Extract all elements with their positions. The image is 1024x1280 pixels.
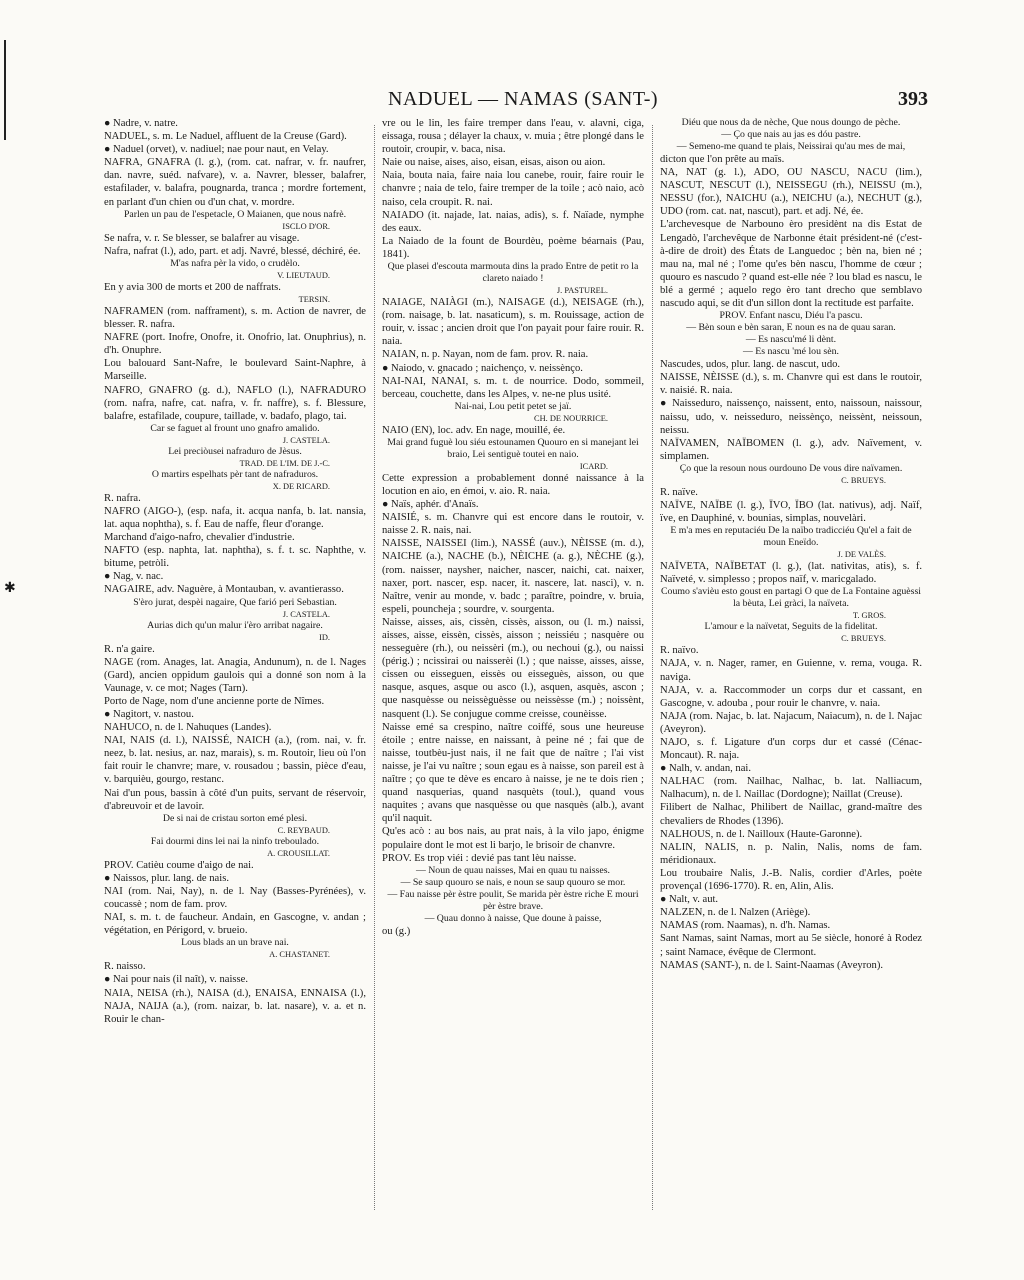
margin-mark: ✱ [4,581,16,596]
entry-paragraph: ● Nalh, v. andan, nai. [660,763,752,775]
attribution: C. REYBAUD. [277,825,330,835]
entry-paragraph: Sant Namas, saint Namas, mort au 5e siècle, honoré à Rodez ; saint Namace, évêque de Clermont. [660,933,922,958]
entry-paragraph: Qu'es acò : au bos nais, au prat nais, à la vilo japo, énigme populaire dont le mot est li barjo, le brisoir de chanvre. [382,826,644,851]
entry-paragraph: Se nafra, v. r. Se blesser, se balafrer au visage. [104,232,300,244]
attribution: J. PASTUREL. [556,286,608,296]
entry-paragraph: ● Naïs, aphér. d'Anaïs. [382,499,479,511]
entry-paragraph: NAJO, s. f. Ligature d'un corps dur et cassé (Cénac-Moncaut). R. naja. [660,737,922,762]
entry-paragraph: R. naisso. [104,961,146,973]
quotation: Diéu que nous da de nèche, Que nous doungo de pèche. [681,117,901,128]
entry-paragraph: Naia, bouta naia, faire naia lou canebe, rouir, faire rouir le chanvre ; naia de telo, faire tremper de la toile ; acò naio, acò naiso, cela croupit. R. nai. [382,170,644,208]
entry-paragraph: NALIN, NALIS, n. p. Nalin, Nalis, noms de fam. méridionaux. [660,841,922,866]
entry-paragraph: NALZEN, n. de l. Nalzen (Ariège). [660,907,811,919]
entry-paragraph: NAIAN, n. p. Nayan, nom de fam. prov. R. naia. [382,349,589,361]
quotation: — Quau donno à naisse, Que doune à paisse, [424,912,602,924]
entry-paragraph: NAIAGE, NAIÀGI (m.), NAISAGE (d.), NEISAGE (rh.), (rom. naisage, b. lat. nasaticum), s. m. Rouissage, action de rouir, v. issac ; ancien droit que l'on payait pour faire rouir. R. naia. [382,297,644,348]
quotation: Mai grand fuguè lou siéu estounamen Quouro en si manejant lei braio, Lei sentiguè toutei en naio. [387,436,639,460]
quotation: — Semeno-me quand te plais, Neissirai qu'au mes de mai, [676,141,906,152]
entry-paragraph: ● Nai pour nais (il naît), v. naisse. [104,974,248,986]
entry-paragraph: ● Nadre, v. natre. [104,118,178,129]
entry-paragraph: Naisse emé sa crespino, naître coiffé, sous une heureuse étoile ; entre naisse, en naissant, à peine né ; fai que de naisse, toutbèu-just nais, il ne fait que de naître ; l'ai vist naisse, je l'ai vu naître ; soun egau es à naisse, son pareil est à naître ; ço que te dève es encaro à naisse, je ne te dois rien ; quand nasquerias, quand nasquèts (toul.), quand vous naquites ; avans que nasquèsse ou que nasquès (alb.), avant qu'il naquit. [382,721,644,825]
attribution: C. BRUEYS. [841,475,886,485]
entry-paragraph: Filibert de Nalhac, Philibert de Naillac, grand-maître des chevaliers de Rhodes (1396). [660,802,922,827]
attribution: TERSIN. [298,294,330,304]
entry-paragraph: ● Nagitort, v. nastou. [104,709,194,720]
quotation: Coumo s'avièu esto goust en partagi O que de La Fontaine aguèssi la bèuta, Lei gràci, la naïveta. [661,586,921,610]
attribution: ISCLO D'OR. [282,221,330,231]
entry-paragraph: NAFRO (AIGO-), (esp. nafa, it. acqua nanfa, b. lat. nansia, lat. aqua nophtha), s. f. Eau de naffe, fleur d'orange. [104,505,366,530]
entry-paragraph: NAFTO (esp. naphta, lat. naphtha), s. f. t. sc. Naphthe, v. bitume, petròli. [104,545,366,570]
quotation: S'èro jurat, despèi nagaire, Que farió peri Sebastian. [133,596,337,608]
quotation: E m'a mes en reputaciéu De la naïbo tradicciéu Qu'el a fait de moun Eneïdo. [670,525,912,549]
entry-paragraph: ou (g.) [382,925,411,937]
quotation: Lous blads an un brave nai. [181,937,289,949]
attribution: T. GROS. [852,611,886,621]
entry-paragraph: NAFRAMEN (rom. nafframent), s. m. Action de navrer, de blesser. R. nafra. [104,305,366,331]
entry-paragraph: NAFRA, GNAFRA (l. g.), (rom. cat. nafrar, v. fr. naufrer, dan. navre, suéd. nafvare), v. a. Navrer, blesser, balafrer, estafilader, v. balafra, pougnarda, tranca ; mordre fortement, en parlant d'un chien ou d'un chat, v. mordre. [104,157,366,208]
column-1 [104,117,366,1212]
quotation: — Se saup quouro se nais, e noun se saup quouro se mor. [400,876,626,888]
entry-paragraph: L'archevesque de Narbouno èro presidènt na dis Estat de Lengadò, l'archevêque de Narbonne était président-né (c'est-à-dire de droit) des États de Languedoc ; bèn na, bien né ; mau na, mal né ; l'ome qu'es bèn nascu, l'homme de cœur ; quouro es nascudo ? quand est-elle née ? lou blad es nascu, le blé a germé ; aquelo rego èro tant drecho que semblavo nascudo aqui, se dit d'un sillon dont la rectitude est parfaite. [660,219,922,310]
entry-paragraph: NALHAC (rom. Nailhac, Nalhac, b. lat. Nalliacum, Nalhacum), n. de l. Naillac (Dordogne); Naillat (Creuse). [660,776,922,801]
margin-rule [4,40,6,140]
entry-paragraph: PROV. Catièu coume d'aigo de nai. [104,859,254,871]
entry-paragraph: PROV. Es trop viéi : devié pas tant lèu naisse. [382,852,577,864]
entry-paragraph: Nascudes, udos, plur. lang. de nascut, udo. [660,359,841,371]
entry-paragraph: Naie ou naise, aises, aiso, eisan, eisas, aison ou aion. [382,157,606,169]
entry-paragraph: dicton que l'on prête au maïs. [660,154,785,165]
entry-paragraph: NAISIÉ, s. m. Chanvre qui est encore dans le routoir, v. naisse 2. R. nais, nai. [382,512,644,537]
attribution: ICARD. [579,461,608,471]
quotation: — Ço que nais au jas es dóu pastre. [721,129,861,140]
entry-paragraph: ● Naduel (orvet), v. nadiuel; nae pour naut, en Velay. [104,144,329,156]
attribution: A. CHASTANET. [269,950,330,960]
entry-paragraph: NAGAIRE, adv. Naguère, à Montauban, v. avantierasso. [104,584,344,596]
entry-paragraph: ● Nalt, v. aut. [660,894,719,906]
quotation: Lei preciòusei nafraduro de Jèsus. [168,445,302,457]
entry-paragraph: NAÏVETA, NAÏBETAT (l. g.), (lat. nativitas, atis), s. f. Naïveté, v. simplesso ; propos naïf, v. maricgalado. [660,561,922,586]
entry-paragraph: NA, NAT (g. l.), ADO, OU NASCU, NACU (lim.), NASCUT, NESCUT (l.), NEISSEGU (rh.), NEISSU (m.), NESSU (for.), NAICHU (a.), NEICHU (a.), NECHUT (g.), UDO (rom. cat. nat, nascut), part. et adj. Né, ée. [660,167,922,218]
attribution: J. DE VALÈS. [837,550,886,560]
entry-paragraph: R. naïve. [660,486,698,498]
entry-paragraph: Lou troubaire Nalis, J.-B. Nalis, cordier d'Arles, poète provençal (1696-1770). R. en, Alin, Alis. [660,867,922,893]
entry-paragraph: NAHUCO, n. de l. Nahuques (Landes). [104,722,272,734]
entry-paragraph: R. n'a gaire. [104,643,155,655]
quotation: Parlen un pau de l'espetacle, O Maianen, que nous nafrè. [123,208,347,220]
attribution: V. LIEUTAUD. [277,270,330,280]
column-3 [660,117,922,1212]
quotation: M'as nafra pèr la vido, o crudèlo. [170,257,300,269]
column-separator [374,125,376,1210]
entry-paragraph: NAI, s. m. t. de faucheur. Andain, en Gascogne, v. andan ; végétation, en Périgord, v. brueio. [104,912,366,937]
page-number: 393 [898,88,928,110]
quotation: — Noun de quau naisses, Mai en quau tu naisses. [415,864,610,876]
quotation: Fai dourmi dins lei nai la ninfo treboulado. [150,835,320,847]
running-head: NADUEL — NAMAS (SANT-) [388,88,659,110]
attribution: ID. [319,632,330,642]
attribution: A. CROUSILLAT. [267,848,330,858]
entry-paragraph: La Naiado de la fount de Bourdèu, poème béarnais (Pau, 1841). [382,235,644,260]
entry-paragraph: ● Naiodo, v. gnacado ; naichenço, v. neissènço. [382,362,583,374]
entry-paragraph: En y avia 300 de morts et 200 de naffrats. [104,281,281,293]
entry-paragraph: ● Naissos, plur. lang. de nais. [104,872,229,884]
entry-paragraph: NAIO (EN), loc. adv. En nage, mouillé, ée. [382,424,566,436]
attribution: C. BRUEYS. [841,634,886,644]
entry-paragraph: NAFRO, GNAFRO (g. d.), NAFLO (l.), NAFRADURO (rom. nafra, nafre, cat. nafra, v. fr. naffre), s. f. Blessure, balafre, estafilade, coupure, taillade, v. badafo, plago, tai. [104,384,366,422]
quotation: — Bèn soun e bèn saran, E noun es na de quau saran. [686,322,896,334]
entry-paragraph: ● Naisseduro, naissenço, naissent, ento, naissoun, naissour, naissu, udo, v. neisseduro, neissènço, neissènt, neissoun, neissu. [660,398,922,436]
quotation: De si nai de cristau sorton emé plesi. [162,812,308,824]
quotation: — Es nascu'mé li dènt. [745,334,837,346]
quotation: Car se faguet al frount uno gnafro amalido. [150,422,320,434]
entry-paragraph: NAFRE (port. Inofre, Onofre, it. Onofrio, lat. Onuphrius), n. d'h. Onuphre. [104,332,366,357]
quotation: Que plasei d'escouta marmouta dins la prado Entre de petit ro la clareto naiado ! [387,261,639,285]
attribution: J. CASTELA. [282,609,330,619]
entry-paragraph: Marchand d'aigo-nafro, chevalier d'industrie. [104,532,295,544]
attribution: TRAD. DE L'IM. DE J.-C. [239,458,330,468]
entry-paragraph: NAIADO (it. najade, lat. naias, adis), s. f. Naïade, nymphe des eaux. [382,209,644,234]
entry-paragraph: NALHOUS, n. de l. Nailloux (Haute-Garonne). [660,828,863,840]
entry-paragraph: NAI, NAIS (d. l.), NAISSÉ, NAICH (a.), (rom. nai, v. fr. neez, b. lat. nesius, ar. naz, marais), s. m. Routoir, lieu où l'on fait rouir le chanvre; mare, v. rousadou ; bassin, pièce d'eau, v. barquièu, gourgo, restanc. [104,735,366,786]
quotation: O martirs espelhats pèr tant de nafraduros. [151,468,319,480]
attribution: J. CASTELA. [282,435,330,445]
column-separator [652,125,654,1210]
entry-paragraph: Cette expression a probablement donné naissance à la locution en aio, en émoi, v. aio. R. naia. [382,472,644,497]
entry-paragraph: NAISSE, NÈISSE (d.), s. m. Chanvre qui est dans le routoir, v. naisié. R. naia. [660,372,922,397]
entry-paragraph: NAÏVAMEN, NAÏBOMEN (l. g.), adv. Naïvement, v. simplamen. [660,437,922,462]
quotation: Ço que la resoun nous ourdouno De vous dire naïvamen. [679,462,903,474]
entry-paragraph: Nafra, nafrat (l.), ado, part. et adj. Navré, blessé, déchiré, ée. [104,245,361,257]
entry-paragraph: ● Nag, v. nac. [104,571,164,583]
attribution: CH. DE NOURRICE. [534,413,608,423]
entry-paragraph: R. nafra. [104,492,141,504]
quotation: PROV. Enfant nascu, Diéu l'a pascu. [719,310,863,322]
entry-paragraph: Lou balouard Sant-Nafre, le boulevard Saint-Naphre, à Marseille. [104,358,366,383]
entry-paragraph: NAI-NAI, NANAI, s. m. t. de nourrice. Dodo, sommeil, berceau, couchette, dans les Alpes, v. ne-ne plus usité. [382,375,644,400]
attribution: X. DE RICARD. [272,481,330,491]
entry-paragraph: NAMAS (SANT-), n. de l. Saint-Naamas (Aveyron). [660,959,884,971]
quotation: — Es nascu 'mé lou sèn. [743,346,839,358]
entry-paragraph: NAISSE, NAISSEI (lim.), NASSÉ (auv.), NÈISSE (m. d.), NAICHE (a.), NACHE (b.), NÈICHE (a. g.), NÈCHE (g.), (rom. naisser, naysher, naicher, nascer, naichi, cat. naixer, naxer, port. nascer, esp. nacer, it. nascere, lat. nasci), v. n. Naître, venir au monde, v. badc ; paraître, poindre, v. bruia, espeli, pouncheja ; sourdre, v. sourgenta. [382,538,644,615]
entry-paragraph: Naisse, aisses, ais, cissèn, cissès, aisson, ou (l. m.) naissi, aisses, aisse, eissèn, cissès, aisson ; neissiéu ; nasquère ou nesseguère (rh.), ou neissèri (m.), ou nechoui (g.), ou naissi (périg.) ; ncissirai ou naisserèi (l.) ; que naisse, aisses, aisse, cissen ou eisseguen, eissès ou eisseguès, aisson, ou que nasque, asques, asque ou asco (l.), asquen, asquès, ascon ; que nasquèsse ou neissèguèsse ou neissèsse (m.) ; noissènt, nasquent (l.). Se conjugue comme creisse, counèisse. [382,616,644,720]
column-2 [382,117,644,1212]
entry-paragraph: NAI (rom. Nai, Nay), n. de l. Nay (Basses-Pyrénées), v. coucassè ; nom de fam. prov. [104,885,366,911]
entry-paragraph: R. naïvo. [660,645,699,657]
entry-paragraph: NAGE (rom. Anages, lat. Anagia, Andunum), n. de l. Nages (Gard), ancien oppidum gaulois qui a donné son nom à la Vaunage, v. ce mot; Nages (Tarn). [104,656,366,694]
entry-paragraph: NADUEL, s. m. Le Naduel, affluent de la Creuse (Gard). [104,131,347,143]
entry-paragraph: Porto de Nage, nom d'une ancienne porte de Nîmes. [104,695,325,707]
entry-paragraph: NAIA, NEISA (rh.), NAISA (d.), ENAISA, ENNAISA (l.), NAJA, NAIJA (a.), (rom. naizar, b. lat. nasare), v. a. et n. Rouir le chan- [104,987,366,1025]
entry-paragraph: NAÏVE, NAÏBE (l. g.), ÏVO, ÏBO (lat. nativus), adj. Naïf, ïve, en Dauphiné, v. bounias, simplas, nouvelàri. [660,499,922,525]
entry-paragraph: vre ou le lin, les faire tremper dans l'eau, v. alavni, ciga, eissaga, rousa ; délayer la chaux, v. muia ; être plongé dans le routoir, croupir, v. baca, nisa. [382,118,644,156]
quotation: Aurias dich qu'un malur i'èro arribat nagaire. [147,619,323,631]
quotation: Nai-nai, Lou petit petet se jaï. [454,400,572,412]
entry-paragraph: NAJA, v. a. Raccommoder un corps dur et cassant, en Gascogne, v. adouba , pour rouir le chanvre, v. naia. [660,684,922,709]
entry-paragraph: Nai d'un pous, bassin à côté d'un puits, servant de réservoir, d'abreuvoir et de lavoir. [104,787,366,812]
entry-paragraph: NAMAS (rom. Naamas), n. d'h. Namas. [660,920,831,932]
entry-paragraph: NAJA (rom. Najac, b. lat. Najacum, Naiacum), n. de l. Najac (Aveyron). [660,710,922,735]
entry-paragraph: NAJA, v. n. Nager, ramer, en Guienne, v. rema, vouga. R. naviga. [660,658,922,683]
quotation: — Fau naisse pèr èstre poulit, Se marida pèr èstre riche E mouri pèr èstre brave. [387,888,639,912]
quotation: L'amour e la naïvetat, Seguits de la fidelitat. [704,621,878,633]
